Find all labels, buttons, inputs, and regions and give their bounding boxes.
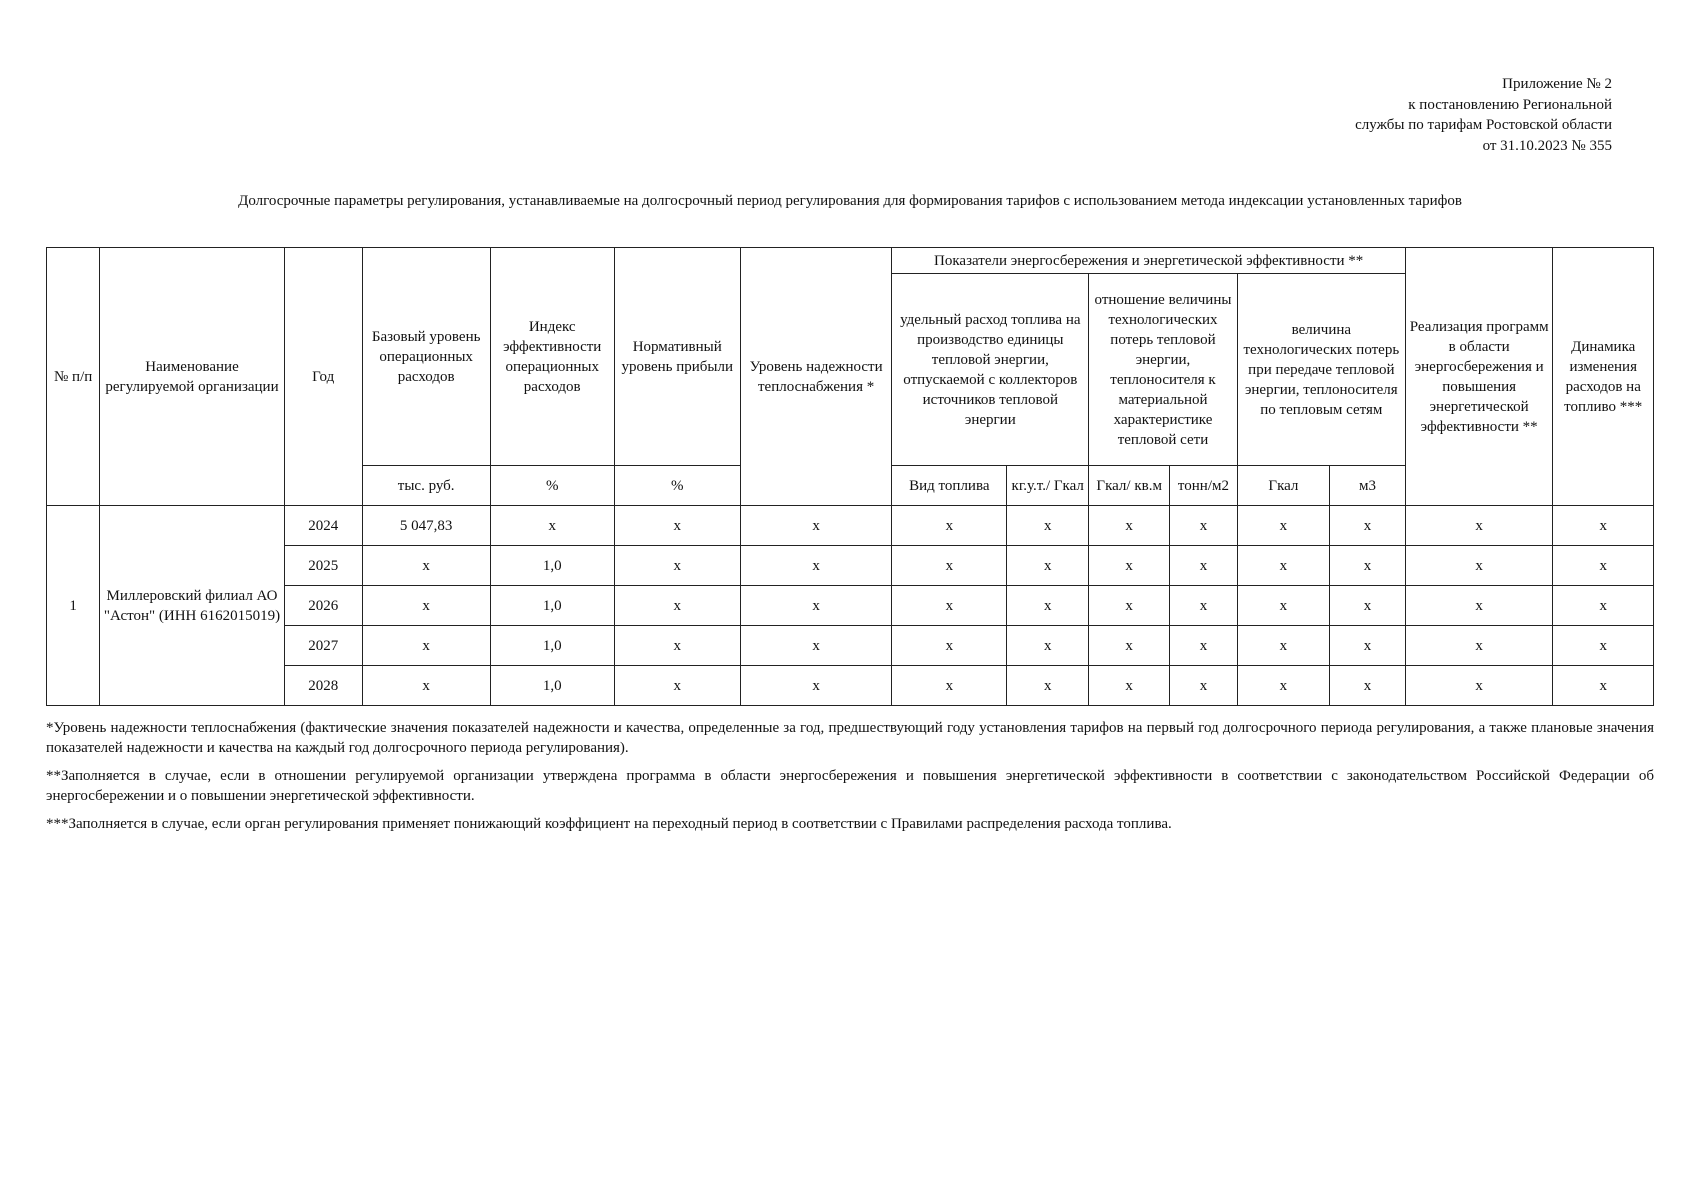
cell-reliability: x [740,506,892,546]
unit-base: тыс. руб. [362,466,490,506]
cell-dynamics: x [1553,586,1654,626]
cell-reliability: x [740,586,892,626]
cell-fuel-type: x [892,506,1007,546]
cell-ratio-mass: x [1170,586,1238,626]
cell-ratio-heat: x [1089,506,1170,546]
col-header-ratio: отношение величины технологических потерь тепловой энергии, теплоносителя к материальной характеристике тепловой сети [1089,274,1238,466]
cell-fuel-type: x [892,626,1007,666]
unit-profit: % [614,466,740,506]
cell-base: x [362,626,490,666]
document-title: Долгосрочные параметры регулирования, устанавливаемые на долгосрочный период регулирования для формирования тарифов с использованием метода индексации установленных тарифов [238,193,1462,209]
cell-index: 1,0 [490,626,614,666]
appendix-line: от 31.10.2023 № 355 [1482,137,1612,154]
cell-profit: x [614,666,740,706]
cell-index: 1,0 [490,586,614,626]
cell-loss-heat: x [1237,506,1329,546]
cell-fuel-unit: x [1007,626,1089,666]
col-header-year: Год [284,248,362,506]
cell-base: x [362,546,490,586]
cell-profit: x [614,546,740,586]
col-header-fuel: удельный расход топлива на производство единицы тепловой энергии, отпускаемой с коллекторов источников тепловой энергии [892,274,1089,466]
col-header-index: Индекс эффективности операционных расходов [490,248,614,466]
cell-loss-volume: x [1330,506,1406,546]
cell-base: x [362,586,490,626]
unit-fuel-type: Вид топлива [892,466,1007,506]
organization-name: Миллеровский филиал АО "Астон" (ИНН 6162015019) [100,506,284,706]
cell-year: 2025 [284,546,362,586]
appendix-line: к постановлению Региональной [1408,96,1612,113]
col-header-base: Базовый уровень операционных расходов [362,248,490,466]
cell-ratio-mass: x [1170,626,1238,666]
cell-base: x [362,666,490,706]
table-row [47,666,1654,706]
cell-loss-volume: x [1330,586,1406,626]
appendix-line: Приложение № 2 [1502,76,1612,92]
cell-fuel-unit: x [1007,586,1089,626]
cell-reliability: x [740,546,892,586]
unit-ratio-mass: тонн/м2 [1170,466,1238,506]
footnote-reliability: *Уровень надежности теплоснабжения (фактические значения показателей надежности и качества, определенные за год, предшествующий году установления тарифов на первый год долгосрочного периода регулирования, а также плановые значения показателей надежности и качества на каждый год долгосрочного периода регулирования). [46,720,1654,756]
cell-dynamics: x [1553,626,1654,666]
cell-dynamics: x [1553,546,1654,586]
cell-ratio-heat: x [1089,626,1170,666]
appendix-header [1355,74,1612,156]
cell-dynamics: x [1553,506,1654,546]
cell-year: 2024 [284,506,362,546]
cell-loss-heat: x [1237,666,1329,706]
cell-ratio-mass: x [1170,506,1238,546]
unit-loss-volume: м3 [1330,466,1406,506]
cell-program: x [1405,506,1553,546]
cell-loss-heat: x [1237,626,1329,666]
cell-profit: x [614,586,740,626]
col-header-profit: Нормативный уровень прибыли [614,248,740,466]
col-header-num: № п/п [47,248,100,506]
cell-ratio-heat: x [1089,546,1170,586]
cell-profit: x [614,506,740,546]
table-row [47,586,1654,626]
cell-fuel-type: x [892,586,1007,626]
unit-loss-heat: Гкал [1237,466,1329,506]
col-header-org: Наименование регулируемой организации [100,248,284,506]
cell-fuel-type: x [892,546,1007,586]
col-header-energy-group: Показатели энергосбережения и энергетической эффективности ** [892,248,1405,274]
col-header-reliability: Уровень надежности теплоснабжения * [740,248,892,506]
cell-ratio-heat: x [1089,586,1170,626]
col-header-losses: величина технологических потерь при передаче тепловой энергии, теплоносителя по тепловым сетям [1237,274,1405,466]
cell-reliability: x [740,626,892,666]
header-row [47,248,1654,274]
cell-loss-volume: x [1330,546,1406,586]
footnote-energy-program: **Заполняется в случае, если в отношении регулируемой организации утверждена программа в области энергосбережения и повышения энергетической эффективности в соответствии с законодательством Российской Федерации об энергосбережении и о повышении энергетической эффективности. [46,768,1654,804]
cell-loss-heat: x [1237,586,1329,626]
cell-ratio-heat: x [1089,666,1170,706]
cell-year: 2028 [284,666,362,706]
cell-reliability: x [740,666,892,706]
cell-year: 2027 [284,626,362,666]
appendix-line: службы по тарифам Ростовской области [1355,117,1612,133]
footnotes [46,718,1654,842]
cell-base: 5 047,83 [362,506,490,546]
cell-loss-volume: x [1330,666,1406,706]
unit-index: % [490,466,614,506]
cell-loss-heat: x [1237,546,1329,586]
cell-program: x [1405,666,1553,706]
cell-index: 1,0 [490,666,614,706]
cell-loss-volume: x [1330,626,1406,666]
col-header-dynamics: Динамика изменения расходов на топливо *** [1553,248,1654,506]
cell-index: 1,0 [490,546,614,586]
cell-ratio-mass: x [1170,666,1238,706]
cell-dynamics: x [1553,666,1654,706]
cell-index: x [490,506,614,546]
cell-year: 2026 [284,586,362,626]
parameters-table [46,247,1654,706]
cell-program: x [1405,586,1553,626]
cell-ratio-mass: x [1170,546,1238,586]
cell-profit: x [614,626,740,666]
cell-fuel-unit: x [1007,546,1089,586]
unit-fuel: кг.у.т./ Гкал [1007,466,1089,506]
cell-fuel-unit: x [1007,506,1089,546]
table-row [47,506,1654,546]
table-row [47,626,1654,666]
cell-program: x [1405,546,1553,586]
row-number: 1 [47,506,100,706]
unit-ratio-heat: Гкал/ кв.м [1089,466,1170,506]
cell-fuel-type: x [892,666,1007,706]
cell-fuel-unit: x [1007,666,1089,706]
col-header-program: Реализация программ в области энергосбережения и повышения энергетической эффективности ** [1405,248,1553,506]
cell-program: x [1405,626,1553,666]
footnote-fuel-coefficient: ***Заполняется в случае, если орган регулирования применяет понижающий коэффициент на переходный период в соответствии с Правилами распределения расхода топлива. [46,816,1172,832]
table-row [47,546,1654,586]
